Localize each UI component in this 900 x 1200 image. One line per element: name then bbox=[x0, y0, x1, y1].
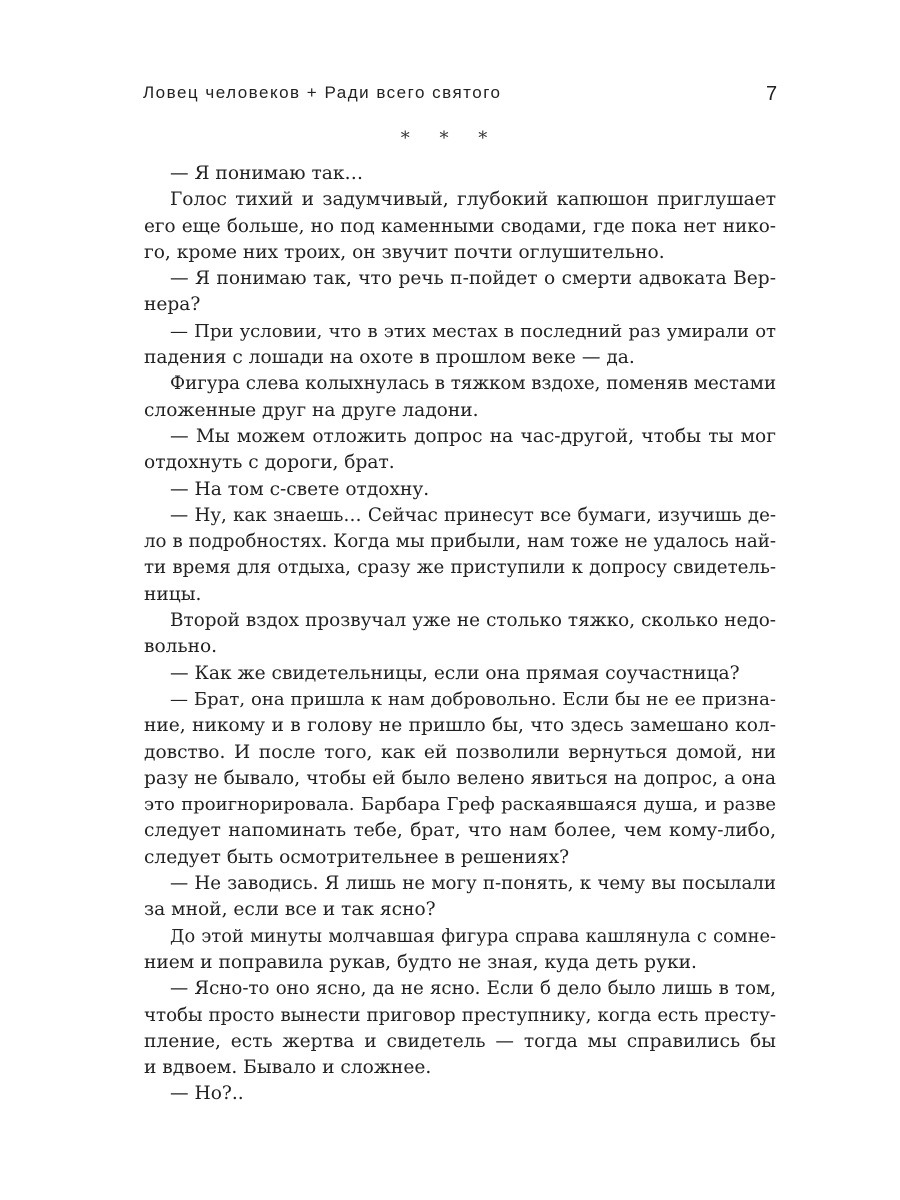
text-line: До этой минуты молчавшая фигура справа кашлянула с сомне- bbox=[170, 925, 776, 947]
text-line: разу не бывало, чтобы ей было велено явиться на допрос, а она bbox=[144, 767, 776, 789]
text-line: — При условии, что в этих местах в последний раз умирали от bbox=[170, 320, 776, 342]
text-line: его еще больше, но под каменными сводами, где пока нет нико- bbox=[144, 215, 776, 237]
text-line: Фигура слева колыхнулась в тяжком вздохе, поменяв местами bbox=[170, 373, 777, 395]
text-line: за мной, если все и так ясно? bbox=[144, 899, 436, 921]
text-line: пление, есть жертва и свидетель — тогда мы справились бы bbox=[144, 1030, 776, 1052]
text-line: — Я понимаю так, что речь п-пойдет о смерти адвоката Вер- bbox=[170, 268, 776, 290]
text-line: — Не заводись. Я лишь не могу п-понять, к чему вы посылали bbox=[170, 873, 776, 895]
text-line: ние, никому и в голову не пришло бы, что здесь замешано кол- bbox=[144, 715, 776, 737]
text-line: сложенные друг на друге ладони. bbox=[144, 399, 479, 421]
text-line: — Мы можем отложить допрос на час-другой, чтобы ты мог bbox=[170, 425, 776, 447]
text-line: ло в подробностях. Когда мы прибыли, нам тоже не удалось най- bbox=[144, 531, 776, 553]
text-line: — Но?.. bbox=[170, 1083, 244, 1105]
text-line: нием и поправила рукав, будто не зная, куда деть руки. bbox=[144, 951, 697, 973]
text-line: — Как же свидетельницы, если она прямая соучастница? bbox=[170, 662, 740, 684]
text-line: нера? bbox=[144, 294, 201, 316]
text-line: чтобы просто вынести приговор преступнику, когда есть престу- bbox=[144, 1004, 776, 1026]
text-line: — На том с-свете отдохну. bbox=[170, 478, 430, 500]
text-line: это проигнорировала. Барбара Греф раскаявшаяся душа, и разве bbox=[144, 794, 776, 816]
text-line: следует быть осмотрительнее в решениях? bbox=[144, 846, 570, 868]
text-line: довство. И после того, как ей позволили вернуться домой, ни bbox=[144, 741, 776, 763]
text-line: ницы. bbox=[144, 583, 202, 605]
text-line: падения с лошади на охоте в прошлом веке — да. bbox=[144, 347, 635, 369]
text-line: — Ну, как знаешь… Сейчас принесут все бумаги, изучишь де- bbox=[170, 504, 776, 526]
running-header: Ловец человеков + Ради всего святого bbox=[143, 83, 502, 102]
text-line: отдохнуть с дороги, брат. bbox=[144, 452, 395, 474]
text-line: и вдвоем. Бывало и сложнее. bbox=[144, 1057, 432, 1079]
text-line: го, кроме них троих, он звучит почти оглушительно. bbox=[144, 241, 665, 263]
text-line: — Ясно-то оно ясно, да не ясно. Если б дело было лишь в том, bbox=[170, 978, 776, 1000]
text-line: вольно. bbox=[144, 636, 218, 658]
text-line: следует напоминать тебе, брат, что нам более, чем кому-либо, bbox=[144, 820, 776, 842]
text-line: — Брат, она пришла к нам добровольно. Если бы не ее призна- bbox=[170, 688, 776, 710]
text-line: — Я понимаю так… bbox=[170, 163, 364, 184]
text-line: ти время для отдыха, сразу же приступили к допросу свидетель- bbox=[144, 557, 776, 579]
text-line: Второй вздох прозвучал уже не столько тяжко, сколько недо- bbox=[170, 610, 776, 632]
body-text bbox=[144, 161, 776, 1108]
section-separator: * * * bbox=[400, 128, 500, 149]
text-line: Голос тихий и задумчивый, глубокий капюшон приглушает bbox=[170, 189, 776, 211]
page-number: 7 bbox=[766, 83, 778, 105]
